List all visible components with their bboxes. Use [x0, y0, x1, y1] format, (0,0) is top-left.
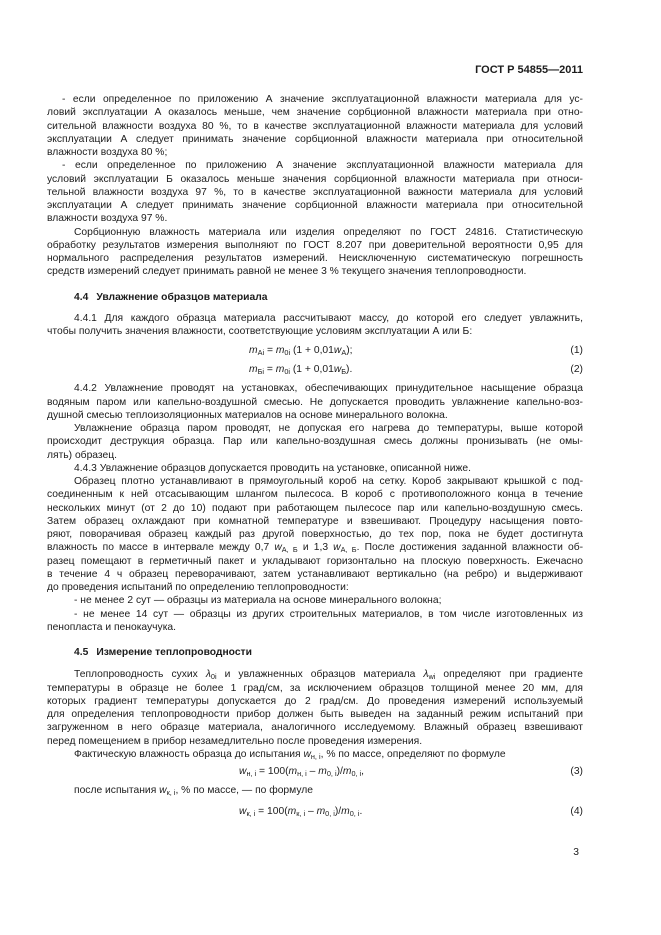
text-segment: . После достижения заданной влажности об- [356, 542, 584, 554]
formula-subscript: 0, i [325, 808, 335, 818]
formula-variable: m [275, 344, 285, 356]
formula-expression [239, 765, 364, 778]
symbol-subscript: 0i [210, 672, 217, 682]
formula-variable: m [318, 766, 327, 777]
text-line: тельной влажности воздуха 97 %, то в качестве эксплуатационной важности материала для условий [47, 186, 583, 198]
formula-text: , [361, 766, 365, 777]
text-line [47, 748, 583, 761]
text-line: 4.4.2 Увлажнение проводят на установках, обеспечивающих принудительное насыщение образца [74, 383, 583, 395]
formula-number: (4) [570, 805, 583, 817]
text-line [47, 784, 583, 797]
text-line: влажности воздуха 80 %; [47, 147, 168, 158]
text-line: душной смесью теплоизоляционных материалов на основе минерального волокна. [47, 409, 448, 421]
formula-subscript: Б [341, 367, 347, 376]
text-line: соединенным к ней отсасывающим шлангом пылесоса. В короб с противоположного конца в течение [47, 489, 583, 501]
formula-text: ); [346, 344, 353, 356]
symbol-w: w [333, 542, 341, 554]
paragraph-4-4-1 [47, 312, 583, 339]
text-segment: определяют при градиенте [435, 669, 583, 681]
text-line: сительной влажности воздуха 80 %, то в качестве эксплуатационной влажности материала для условий [47, 120, 583, 132]
formula-text: – [306, 766, 319, 777]
formula-variable: m [249, 364, 258, 375]
section-heading-4-4 [47, 291, 583, 304]
symbol-subscript: А, Б [340, 545, 357, 555]
text-line: условий эксплуатации Б оказалось меньше значения сорбционной влажности материала при относи- [47, 173, 583, 185]
formula-number: (1) [570, 344, 583, 356]
formula-text: (1 + 0,01 [290, 344, 334, 356]
text-line: Увлажнение образца паром проводят, не допуская его нагрева до температуры, выше которой [74, 423, 583, 434]
text-line: для определения теплопроводности прибор должен быть выведен на заданный режим испытаний при [47, 709, 583, 720]
text-line: 4.4.3 Увлажнение образцов допускается проводить на установке, описанной ниже. [74, 462, 471, 474]
text-line: - если определенное по приложению А значение эксплуатационной влажности материала для ус- [62, 94, 583, 105]
text-segment: Теплопроводность сухих [74, 669, 206, 681]
formula-text: – [305, 805, 317, 817]
paragraph-moisture-before [47, 748, 583, 761]
symbol-w: w [159, 785, 167, 797]
text-line: Образец плотно устанавливают в прямоугольный короб на сетку. Короб закрывают крышкой с под- [74, 476, 583, 487]
formula-subscript: 0, i [326, 769, 337, 778]
text-line: эксплуатации А следует принимать значение сорбционной влажности материала при относительной [47, 133, 583, 145]
text-line: средств измерений следует принимать равной не менее 3 % текущего значения теплопроводности. [47, 266, 527, 278]
symbol-subscript: А, Б [281, 545, 298, 555]
formula-subscript: 0i [284, 367, 291, 376]
paragraph-sorption [47, 226, 583, 279]
formula-subscript: Аi [257, 347, 265, 357]
formula-text: = [264, 364, 276, 375]
text-segment: Фактическую влажность образца до испытания [74, 748, 304, 760]
text-line: Затем образец охлаждают при комнатной температуре и взвешивают. Процедуру насыщения повто- [47, 515, 583, 527]
text-line: эксплуатации А следует принимать значение сорбционной влажности материала при относительной [47, 200, 583, 211]
formula-variable: w [333, 344, 342, 356]
formula-number: (2) [570, 364, 583, 375]
standard-designation: ГОСТ Р 54855—2011 [475, 64, 583, 76]
paragraph-4-4-3 [47, 462, 583, 475]
page-body [47, 93, 583, 818]
text-line: нормального распределения результатов измерений. Неисключенную систематическую погрешность [47, 253, 583, 264]
formula-variable: m [316, 805, 326, 817]
text-line: в течение 4 ч образец переворачивают, затем устанавливают вертикально (на ребро) и выдерживают [47, 568, 583, 580]
formula-variable: m [341, 805, 350, 817]
formula-variable: w [239, 766, 247, 777]
text-segment: после испытания [74, 785, 160, 797]
formula-text: = 100( [255, 805, 288, 817]
formula-subscript: н, i [297, 769, 307, 778]
text-line: происходит деструкция образца. Пар или капельно-воздушная смесь должны пронизывать (не омы- [47, 436, 583, 448]
formula-subscript: 0, i [349, 808, 360, 818]
formula-expression [249, 363, 352, 376]
text-line: - не менее 14 сут — образцы из других строительных материалов, в том числе изготовленных из [74, 608, 583, 620]
formula-variable: m [287, 805, 297, 817]
text-line: пенопласта и пенокаучука. [47, 621, 177, 633]
page-number: 3 [573, 847, 579, 858]
symbol-subscript: н, i [310, 751, 321, 761]
section-number: 4.4 [74, 291, 89, 303]
formula-subscript: А [341, 347, 347, 357]
text-line [47, 541, 583, 554]
section-title: Измерение теплопроводности [96, 647, 252, 658]
text-line: температуры в образце не более 1 град/см, за исключением образцов толщиной менее 20 мм, для [47, 682, 583, 694]
formula-subscript: 0, i [351, 769, 362, 778]
section-title: Увлажнение образцов материала [96, 291, 268, 303]
text-line: водяным паром или капельно-воздушной смесью. Не допускается проводить увлажнение капельно-воз- [47, 396, 583, 408]
paragraph-conductivity [47, 668, 583, 748]
text-line: нескольких минут (от 2 до 10) подают при работающем пылесосе пар или капельно-воздушную смесь. [47, 502, 583, 514]
text-segment: и 1,3 [297, 542, 334, 554]
text-line: которых градиент температуры допускается до 2 град/см. До проведения измерений используемый [47, 695, 583, 707]
symbol-subscript: к, i [166, 788, 176, 798]
text-line: разец помещают в герметичный пакет и укладывают горизонтально на плоскую поверхность. Ежечасно [47, 555, 583, 567]
formula-variable: w [239, 805, 247, 817]
formula-number: (3) [570, 766, 583, 777]
formula-variable: m [288, 766, 298, 777]
text-line: 4.4.1 Для каждого образца материала рассчитывают массу, до которой его следует увлажнить, [74, 312, 583, 324]
list-item-other-materials [47, 608, 583, 635]
formula-subscript: Бi [257, 367, 264, 376]
formula-3 [47, 765, 583, 778]
paragraph-moisture-after [47, 784, 583, 797]
formula-text: )/ [336, 766, 343, 777]
symbol-w: w [274, 542, 282, 554]
text-line [47, 668, 583, 681]
formula-text: = 100( [256, 766, 289, 777]
text-segment: , % по массе, определяют по формуле [320, 748, 506, 760]
formula-expression [239, 805, 362, 818]
formula-4 [47, 805, 583, 818]
paragraph-4-4-2 [47, 382, 583, 422]
formula-expression [249, 344, 353, 357]
formula-variable: m [275, 364, 285, 375]
text-line: Сорбционную влажность материала или изделия определяют по ГОСТ 24816. Статистическую [74, 226, 583, 238]
formula-subscript: к, i [296, 808, 306, 818]
text-line: влажности воздуха 97 %. [47, 213, 168, 225]
formula-variable: w [333, 364, 342, 375]
section-number: 4.5 [74, 647, 89, 658]
text-segment: , % по массе, — по формуле [175, 785, 314, 797]
text-line: загруженном в него образце материала, аналогичного исследуемому. Влажный образец взвешивают [47, 722, 583, 734]
list-item-condition-a [47, 93, 583, 159]
paragraph-procedure [47, 475, 583, 594]
text-line: ловий эксплуатации А оказалось меньше, чем значение сорбционной влажности материала при отно- [47, 107, 583, 119]
formula-text: )/ [334, 805, 342, 817]
symbol-lambda: λ [423, 669, 429, 681]
text-line: лять) образец. [47, 449, 118, 461]
formula-subscript: 0i [284, 347, 291, 357]
symbol-w: w [303, 748, 311, 760]
text-line: - не менее 2 сут — образцы из материала на основе минерального волокна; [74, 595, 442, 607]
formula-variable: m [342, 766, 352, 777]
text-line: чтобы получить значения влажности, соответствующие условиям эксплуатации А или Б: [47, 326, 473, 337]
text-segment: влажность по массе в интервале между 0,7 [47, 542, 275, 554]
section-heading-4-5 [47, 646, 583, 659]
formula-1 [47, 344, 583, 357]
symbol-lambda: λ [205, 669, 211, 681]
formula-text: ). [346, 364, 353, 375]
formula-text: (1 + 0,01 [290, 364, 334, 375]
formula-2 [47, 363, 583, 376]
list-item-condition-b [47, 159, 583, 225]
formula-subscript: н, i [246, 769, 257, 778]
list-item-mineral-wool [47, 594, 583, 607]
symbol-subscript: wi [428, 672, 436, 682]
text-line: обработку результатов измерения выполняют по ГОСТ 8.207 при доверительной вероятности 0,95 для [47, 239, 583, 251]
text-line: ряют, поворачивая образец каждый раз другой поверхностью, до тех пор, пока не будет достигнута [47, 529, 583, 540]
text-line: - если определенное по приложению А значение эксплуатационной влажности материала для [62, 160, 583, 172]
formula-text: = [264, 344, 276, 356]
formula-variable: m [249, 344, 258, 356]
text-segment: и увлажненных образцов материала [216, 669, 424, 681]
formula-subscript: к, i [246, 808, 256, 818]
formula-text: . [359, 805, 363, 817]
text-line: перед помещением в прибор незамедлительно после проведения измерения. [47, 735, 423, 747]
paragraph-steam [47, 422, 583, 462]
text-line: до проведения испытаний по определению теплопроводности: [47, 582, 349, 593]
